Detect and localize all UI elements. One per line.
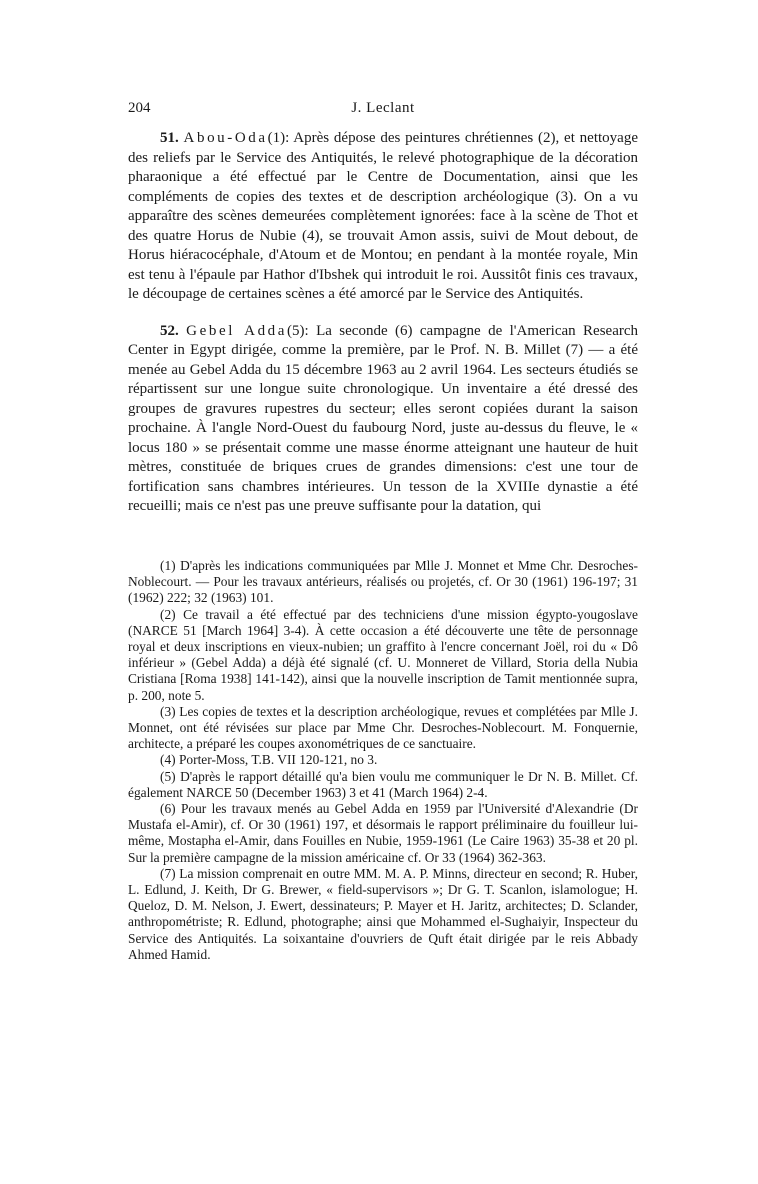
site-name: Gebel Adda xyxy=(186,322,288,339)
footnote xyxy=(128,704,638,753)
footnote-text: La mission comprenait en outre MM. M. A. P. Minns, directeur en second; R. Huber, L. Edlund, J. Keith, Dr G. Brewer, « field-supervisors »; Dr G. T. Scanlon, islamologue; H. Queloz, D. M. Nelson, J. Ewert, dessinateurs; P. Mayer et H. Jaritz, architectes; D. Sclander, anthropométriste; R. Edlund, photographe; ainsi que Mohammed el-Sughaiyir, Inspecteur du Service des Antiquités. La soixantaine d'ouvriers de Quft était dirigée par le reis Abbady Ahmed Hamid. xyxy=(128,865,638,962)
section-number: 52. xyxy=(160,322,179,339)
section-text: (1): Après dépose des peintures chrétiennes (2), et nettoyage des reliefs par le Service des Antiquités, le relevé photographique de la décoration pharaonique a été effectué par le Centre de Documentation, ainsi que les compléments de copies des textes et de description archéologique (3). On a vu apparaître des scènes demeurées complètement ignorées: face à la scène de Thot et des quatre Horus de Nubie (4), se trouvait Amon assis, suivi de Mout debout, de Horus hiéracocéphale, d'Atoum et de Montou; en pendant à la montée royale, Min est tenu à l'épaule par Hathor d'Ibshek qui introduit le roi. Aussitôt finis ces travaux, le découpage de certaines scènes a été amorcé par le Service des Antiquités. xyxy=(128,130,638,302)
footnote-mark: (5) xyxy=(160,768,176,784)
section-51 xyxy=(128,129,638,305)
footnote xyxy=(128,558,638,607)
footnote-mark: (2) xyxy=(160,606,176,622)
site-name: Abou-Oda xyxy=(183,130,268,146)
footnote-text: Les copies de textes et la description archéologique, revues et complétées par Mlle J. Monnet, ont été révisées sur place par Mme Chr. Desroches-Noblecourt. M. Fonquernie, architecte, a préparé les coupes axonométriques de ce sanctuaire. xyxy=(128,703,638,752)
section-number: 51. xyxy=(160,130,179,146)
running-head: J. Leclant xyxy=(351,100,415,116)
section-text: (5): La seconde (6) campagne de l'American Research Center in Egypt dirigée, comme la première, par le Prof. N. B. Millet (7) — a été menée au Gebel Adda du 15 décembre 1963 au 2 avril 1964. Les secteurs étudiés se répartissent sur une longue suite chronologique. Un inventaire a été dressé des groupes de gravures rupestres du secteur; elles seront copiées durant la saison prochaine. À l'angle Nord-Ouest du faubourg Nord, juste au-dessus du fleuve, le « locus 180 » se présentait comme une masse énorme atteignant une hauteur de huit mètres, constituée de briques crues de grandes dimensions: c'est une tour de fortification sans chambres intérieures. Un tesson de la XVIIIe dynastie a été recueilli; mais ce n'est pas une preuve suffisante pour la datation, qui xyxy=(128,322,638,514)
body-text xyxy=(128,129,638,517)
page-header xyxy=(128,100,638,122)
footnote-mark: (4) xyxy=(160,752,176,768)
footnote-text: D'après le rapport détaillé qu'a bien voulu me communiquer le Dr N. B. Millet. Cf. également NARCE 50 (December 1963) 3 et 41 (March 1964) 2-4. xyxy=(128,768,638,800)
footnote xyxy=(128,769,638,801)
footnote-text: Pour les travaux menés au Gebel Adda en 1959 par l'Université d'Alexandrie (Dr Mustafa el-Amir), cf. Or 30 (1961) 197, et désormais le rapport préliminaire du fouilleur lui-même, Mostapha el-Amir, dans Fouilles en Nubie, 1959-1961 (Le Caire 1963) 35-38 et 20 pl. Sur la première campagne de la mission américaine cf. Or 33 (1964) 362-363. xyxy=(128,801,638,865)
footnote-mark: (3) xyxy=(160,703,176,719)
footnote xyxy=(128,801,638,866)
footnote-mark: (7) xyxy=(160,865,176,881)
footnotes xyxy=(128,558,638,963)
footnote-mark: (1) xyxy=(160,558,176,573)
footnote-text: D'après les indications communiquées par Mlle J. Monnet et Mme Chr. Desroches-Noblecourt. — Pour les travaux antérieurs, réalisés ou projetés, cf. Or 30 (1961) 196-197; 31 (1962) 222; 32 (1963) 101. xyxy=(128,558,638,606)
section-52 xyxy=(128,322,638,517)
footnote-text: Porter-Moss, T.B. VII 120-121, no 3. xyxy=(178,752,378,768)
footnote xyxy=(128,752,638,768)
footnote xyxy=(128,866,638,963)
footnote xyxy=(128,607,638,704)
page-number: 204 xyxy=(128,100,151,116)
footnote-mark: (6) xyxy=(160,801,176,817)
footnote-text: Ce travail a été effectué par des techniciens d'une mission égypto-yougoslave (NARCE 51 [March 1964] 3-4). À cette occasion a été découverte une tête de personnage royal et deux inscriptions en vieux-nubien; un graffito à l'encre concernant Joël, roi du « Dô inférieur » (Gebel Adda) a déjà été signalé (cf. U. Monneret de Villard, Storia della Nubia Cristiana [Roma 1938] 141-142), ainsi que la nouvelle inscription de Tamit mentionnée supra, p. 200, note 5. xyxy=(128,606,638,703)
